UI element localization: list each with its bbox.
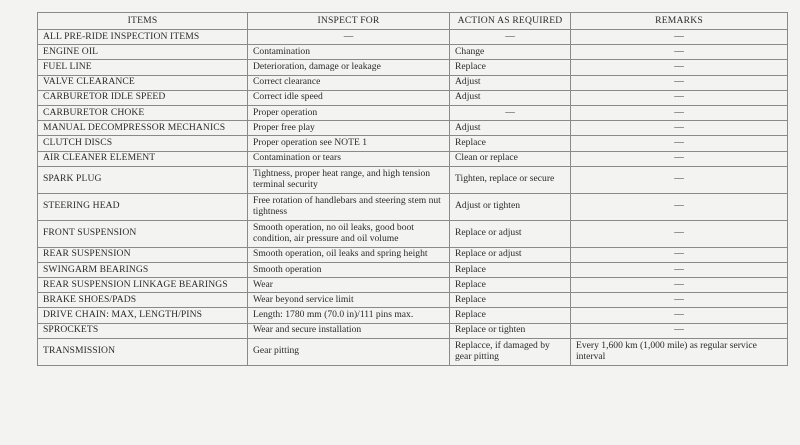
- remarks-cell: —: [571, 105, 788, 120]
- table-row: [38, 166, 788, 193]
- table-row: [38, 247, 788, 262]
- action-cell: Adjust: [450, 90, 571, 105]
- table-row: [38, 193, 788, 220]
- action-cell: Replace: [450, 308, 571, 323]
- header-inspect-for: INSPECT FOR: [248, 13, 450, 30]
- remarks-cell: —: [571, 220, 788, 247]
- action-cell: Adjust: [450, 121, 571, 136]
- table-row: [38, 121, 788, 136]
- item-cell: TRANSMISSION: [38, 338, 248, 365]
- action-cell: Clean or replace: [450, 151, 571, 166]
- action-cell: Replacce, if damaged by gear pitting: [450, 338, 571, 365]
- action-cell: Adjust: [450, 75, 571, 90]
- remarks-cell: —: [571, 90, 788, 105]
- inspect-cell: Contamination or tears: [248, 151, 450, 166]
- remarks-cell: —: [571, 262, 788, 277]
- table-row: [38, 151, 788, 166]
- action-cell: —: [450, 105, 571, 120]
- table-body: [38, 30, 788, 366]
- table-row: [38, 90, 788, 105]
- item-cell: FRONT SUSPENSION: [38, 220, 248, 247]
- table-row: [38, 60, 788, 75]
- remarks-cell: —: [571, 308, 788, 323]
- table-row: [38, 30, 788, 45]
- inspect-cell: Proper operation: [248, 105, 450, 120]
- remarks-cell: —: [571, 278, 788, 293]
- remarks-cell: —: [571, 166, 788, 193]
- remarks-cell: —: [571, 293, 788, 308]
- action-cell: Replace: [450, 60, 571, 75]
- table-row: [38, 308, 788, 323]
- inspect-cell: Wear and secure installation: [248, 323, 450, 338]
- remarks-cell: —: [571, 60, 788, 75]
- table-row: [38, 338, 788, 365]
- header-remarks: REMARKS: [571, 13, 788, 30]
- inspect-cell: Smooth operation, no oil leaks, good boot condition, air pressure and oil volume: [248, 220, 450, 247]
- inspect-cell: Wear beyond service limit: [248, 293, 450, 308]
- table-row: [38, 105, 788, 120]
- remarks-cell: Every 1,600 km (1,000 mile) as regular service interval: [571, 338, 788, 365]
- action-cell: —: [450, 30, 571, 45]
- table-header-row: [38, 13, 788, 30]
- remarks-cell: —: [571, 151, 788, 166]
- item-cell: SPARK PLUG: [38, 166, 248, 193]
- header-action-as-required: ACTION AS REQUIRED: [450, 13, 571, 30]
- action-cell: Adjust or tighten: [450, 193, 571, 220]
- item-cell: ALL PRE-RIDE INSPECTION ITEMS: [38, 30, 248, 45]
- remarks-cell: —: [571, 247, 788, 262]
- table-row: [38, 220, 788, 247]
- item-cell: VALVE CLEARANCE: [38, 75, 248, 90]
- action-cell: Change: [450, 45, 571, 60]
- inspect-cell: Tightness, proper heat range, and high tension terminal security: [248, 166, 450, 193]
- remarks-cell: —: [571, 30, 788, 45]
- table-row: [38, 45, 788, 60]
- inspect-cell: Free rotation of handlebars and steering stem nut tightness: [248, 193, 450, 220]
- item-cell: AIR CLEANER ELEMENT: [38, 151, 248, 166]
- inspect-cell: Deterioration, damage or leakage: [248, 60, 450, 75]
- inspect-cell: Smooth operation: [248, 262, 450, 277]
- action-cell: Replace: [450, 136, 571, 151]
- item-cell: SPROCKETS: [38, 323, 248, 338]
- inspect-cell: Length: 1780 mm (70.0 in)/111 pins max.: [248, 308, 450, 323]
- inspect-cell: Proper free play: [248, 121, 450, 136]
- item-cell: CLUTCH DISCS: [38, 136, 248, 151]
- inspect-cell: Wear: [248, 278, 450, 293]
- table-row: [38, 75, 788, 90]
- remarks-cell: —: [571, 193, 788, 220]
- item-cell: DRIVE CHAIN: MAX, LENGTH/PINS: [38, 308, 248, 323]
- action-cell: Replace or tighten: [450, 323, 571, 338]
- maintenance-table: [37, 12, 788, 366]
- item-cell: BRAKE SHOES/PADS: [38, 293, 248, 308]
- item-cell: ENGINE OIL: [38, 45, 248, 60]
- inspect-cell: Correct idle speed: [248, 90, 450, 105]
- item-cell: REAR SUSPENSION LINKAGE BEARINGS: [38, 278, 248, 293]
- inspect-cell: Smooth operation, oil leaks and spring height: [248, 247, 450, 262]
- item-cell: MANUAL DECOMPRESSOR MECHANICS: [38, 121, 248, 136]
- item-cell: SWINGARM BEARINGS: [38, 262, 248, 277]
- item-cell: FUEL LINE: [38, 60, 248, 75]
- item-cell: CARBURETOR CHOKE: [38, 105, 248, 120]
- item-cell: REAR SUSPENSION: [38, 247, 248, 262]
- inspect-cell: Correct clearance: [248, 75, 450, 90]
- action-cell: Replace: [450, 262, 571, 277]
- action-cell: Replace or adjust: [450, 220, 571, 247]
- table-row: [38, 262, 788, 277]
- table-row: [38, 293, 788, 308]
- action-cell: Replace or adjust: [450, 247, 571, 262]
- remarks-cell: —: [571, 121, 788, 136]
- remarks-cell: —: [571, 45, 788, 60]
- inspect-cell: Gear pitting: [248, 338, 450, 365]
- remarks-cell: —: [571, 323, 788, 338]
- action-cell: Tighten, replace or secure: [450, 166, 571, 193]
- table-row: [38, 323, 788, 338]
- inspect-cell: Contamination: [248, 45, 450, 60]
- header-items: ITEMS: [38, 13, 248, 30]
- inspect-cell: Proper operation see NOTE 1: [248, 136, 450, 151]
- action-cell: Replace: [450, 293, 571, 308]
- table-row: [38, 136, 788, 151]
- remarks-cell: —: [571, 136, 788, 151]
- remarks-cell: —: [571, 75, 788, 90]
- item-cell: CARBURETOR IDLE SPEED: [38, 90, 248, 105]
- table-row: [38, 278, 788, 293]
- inspect-cell: —: [248, 30, 450, 45]
- item-cell: STEERING HEAD: [38, 193, 248, 220]
- action-cell: Replace: [450, 278, 571, 293]
